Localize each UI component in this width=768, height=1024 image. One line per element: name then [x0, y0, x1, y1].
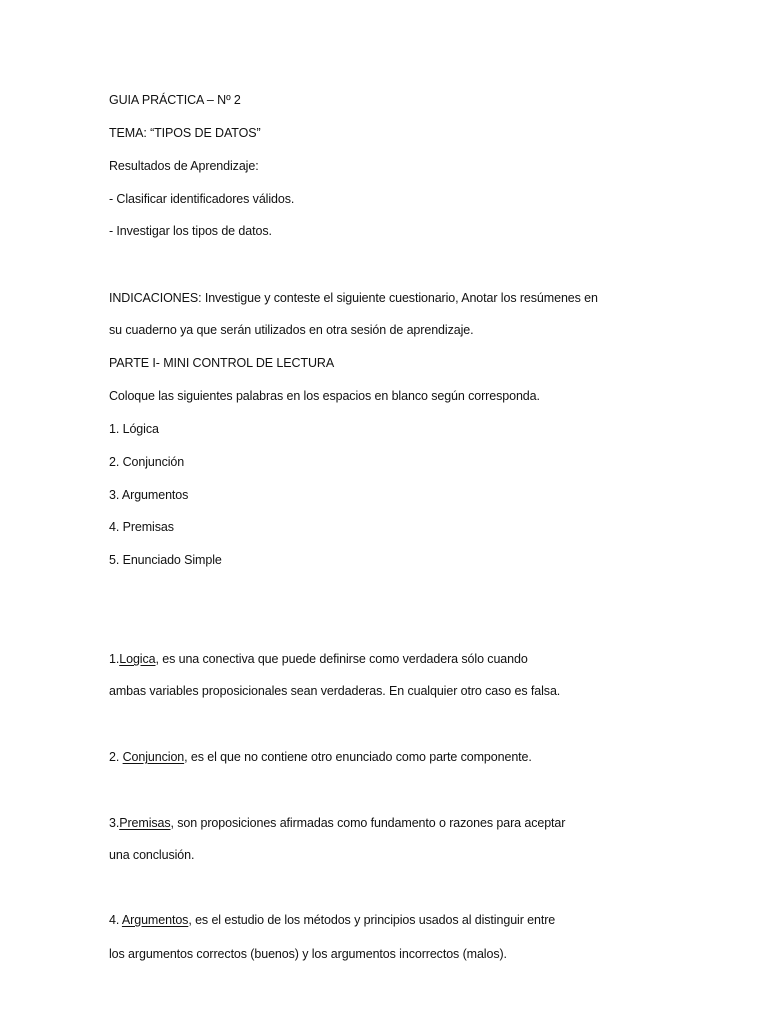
indicaciones-line: INDICACIONES: Investigue y conteste el siguiente cuestionario, Anotar los resúmenes en — [109, 291, 598, 305]
answer-rest: , son proposiciones afirmadas como fundamento o razones para aceptar — [170, 816, 566, 830]
resultados-label: Resultados de Aprendizaje: — [109, 159, 259, 173]
word-item: 4. Premisas — [109, 520, 174, 534]
answer-word: Logica — [119, 652, 156, 666]
answer-rest: , es el estudio de los métodos y principios usados al distinguir entre — [188, 913, 556, 927]
answer-1 — [109, 651, 528, 667]
answer-4 — [109, 912, 555, 928]
answer-word: Premisas — [119, 816, 171, 830]
answer-rest: , es una conectiva que puede definirse como verdadera sólo cuando — [155, 652, 528, 666]
answer-3 — [109, 815, 565, 831]
word-item: 5. Enunciado Simple — [109, 553, 222, 567]
word-item: 3. Argumentos — [109, 488, 189, 502]
answer-rest: , es el que no contiene otro enunciado como parte componente. — [184, 750, 532, 764]
answer-word: Argumentos — [121, 913, 189, 927]
answer-4-line2: los argumentos correctos (buenos) y los argumentos incorrectos (malos). — [109, 947, 507, 961]
parte1-title: PARTE I- MINI CONTROL DE LECTURA — [109, 356, 335, 370]
resultado-item: - Investigar los tipos de datos. — [109, 224, 272, 238]
indicaciones-line: su cuaderno ya que serán utilizados en otra sesión de aprendizaje. — [109, 323, 474, 337]
answer-prefix: 2. — [109, 750, 123, 764]
word-item: 1. Lógica — [109, 422, 159, 436]
answer-prefix: 4. — [109, 913, 122, 927]
answer-prefix: 1. — [109, 652, 120, 666]
doc-title: GUIA PRÁCTICA – Nº 2 — [109, 93, 241, 107]
word-item: 2. Conjunción — [109, 455, 185, 469]
answer-2 — [109, 749, 532, 765]
answer-1-line2: ambas variables proposicionales sean verdaderas. En cualquier otro caso es falsa. — [109, 684, 561, 698]
resultado-item: - Clasificar identificadores válidos. — [109, 192, 295, 206]
answer-word: Conjuncion — [122, 750, 185, 764]
answer-3-line2: una conclusión. — [109, 848, 195, 862]
parte1-instruction: Coloque las siguientes palabras en los espacios en blanco según corresponda. — [109, 389, 540, 403]
doc-tema: TEMA: “TIPOS DE DATOS” — [109, 126, 261, 140]
answer-prefix: 3. — [109, 816, 120, 830]
